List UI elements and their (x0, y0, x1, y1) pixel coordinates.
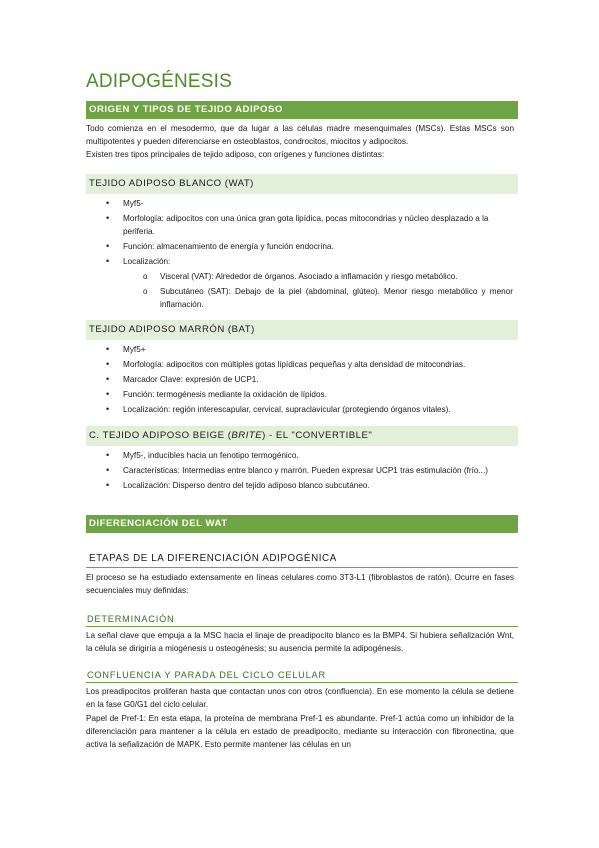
pref1-paragraph: Papel de Pref-1: En esta etapa, la proteína de membrana Pref-1 es abundante. Pref-1 actúa como un inhibidor de la diferenciación para mantener a la célula en estado de preadipocito, mediante su interacción con fibronectina, que activa la señalización de MAPK. Esto permite mantener las células en un (86, 714, 514, 749)
bullet-icon: • (106, 389, 110, 399)
determinacion-paragraph: La señal clave que empuja a la MSC hacia el linaje de preadipocito blanco es la BMP4. Si hubiera señalización Wnt, la célula se dirigiría a miogénesis u osteogénesis; su ausencia permite la adipogénesis. (86, 631, 514, 653)
subsection-heading-bat: TEJIDO ADIPOSO MARRÓN (BAT) (86, 320, 518, 340)
section-heading-origen: ORIGEN Y TIPOS DE TEJIDO ADIPOSO (86, 101, 518, 119)
confluencia-paragraph: Los preadipocitos proliferan hasta que contactan unos con otros (confluencia). En ese momento la célula se detiene en la fase G0/G1 del ciclo celular. (86, 687, 514, 709)
circle-bullet-icon: o (143, 287, 148, 296)
sub-list-item: o Subcutáneo (SAT): Debajo de la piel (abdominal, glúteo). Menor riesgo metabólico y menor inflamación. (143, 287, 513, 309)
bullet-icon: • (106, 359, 110, 369)
list-item: • Morfología: adipocitos con múltiples gotas lipídicas pequeñas y alta densidad de mitocondrias. (106, 359, 466, 369)
intro-paragraph-types: Existen tres tipos principales de tejido adiposo, con orígenes y funciones distintas: (86, 150, 385, 159)
list-item: • Myf5- (106, 198, 144, 208)
circle-bullet-icon: o (143, 272, 148, 281)
bullet-icon: • (106, 450, 110, 460)
beige-list (86, 449, 518, 494)
etapas-paragraph: El proceso se ha estudiado extensamente en líneas celulares como 3T3-L1 (fibroblastos de ratón). Ocurre en fases secuenciales muy definidas: (86, 573, 514, 595)
wat-list (86, 197, 518, 313)
list-item: • Localización: (106, 256, 171, 266)
list-item: • Morfología: adipocitos con una única gran gota lipídica, pocas mitocondrias y núcleo desplazado a la periferia. (106, 213, 489, 236)
bullet-icon: • (106, 241, 110, 251)
list-item: • Marcador Clave: expresión de UCP1. (106, 374, 259, 384)
list-item: • Localización: región interescapular, cervical, supraclavicular (protegiendo órganos vitales). (106, 404, 451, 414)
list-item: • Función: termogénesis mediante la oxidación de lípidos. (106, 389, 327, 399)
list-item: • Localización: Disperso dentro del tejido adiposo blanco subcutáneo. (106, 480, 370, 490)
bullet-icon: • (106, 213, 110, 223)
subsection-heading-confluencia: CONFLUENCIA Y PARADA DEL CICLO CELULAR (86, 670, 518, 683)
intro-paragraph: Todo comienza en el mesodermo, que da lugar a las células madre mesenquimales (MSCs). Estas MSCs son multipotentes y pueden diferenciarse en osteoblastos, condrocitos, miocitos y adipocitos. (86, 124, 514, 146)
list-item: • Myf5-, inducibles hacia un fenotipo termogénico. (106, 450, 299, 460)
divider (86, 567, 518, 568)
bullet-icon: • (106, 198, 110, 208)
bullet-icon: • (106, 374, 110, 384)
section-heading-diferenciacion: DIFERENCIACIÓN DEL WAT (86, 515, 518, 533)
bullet-icon: • (106, 480, 110, 490)
subsection-heading-beige: C. TEJIDO ADIPOSO BEIGE (BRITE) - EL "CONVERTIBLE" (86, 426, 518, 446)
list-item: • Función: almacenamiento de energía y función endocrina. (106, 241, 334, 251)
sub-list-item: o Visceral (VAT): Alrededor de órganos. Asociado a inflamación y riesgo metabólico. (143, 272, 458, 281)
list-item: • Características: Intermedias entre blanco y marrón. Pueden expresar UCP1 tras estimulación (frío...) (106, 465, 488, 475)
bat-list (86, 343, 518, 418)
bullet-icon: • (106, 256, 110, 266)
subsection-heading-etapas: ETAPAS DE LA DIFERENCIACIÓN ADIPOGÉNICA (89, 553, 337, 564)
bullet-icon: • (106, 465, 110, 475)
bullet-icon: • (106, 344, 110, 354)
list-item: • Myf5+ (106, 344, 146, 354)
subsection-heading-determinacion: DETERMINACIÓN (86, 614, 518, 627)
subsection-heading-wat: TEJIDO ADIPOSO BLANCO (WAT) (86, 174, 518, 194)
bullet-icon: • (106, 404, 110, 414)
page-title: ADIPOGÉNESIS (86, 71, 232, 92)
